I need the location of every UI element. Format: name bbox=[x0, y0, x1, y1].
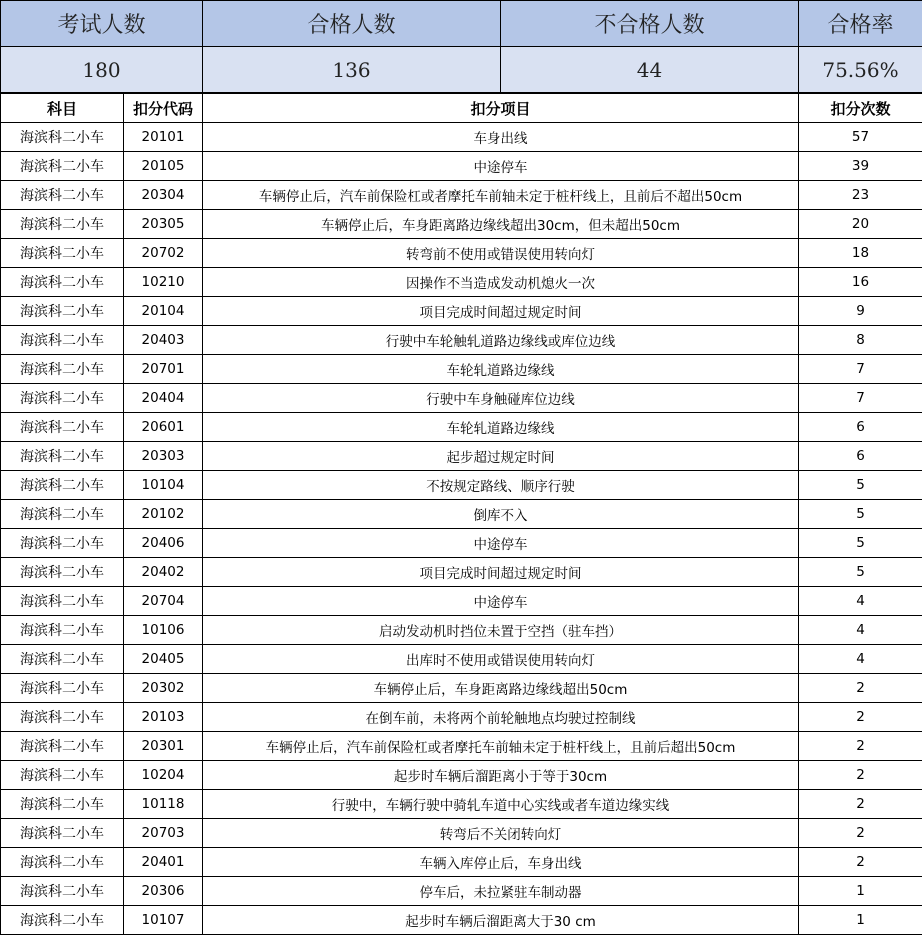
cell-code: 20702 bbox=[124, 239, 203, 268]
cell-subject: 海滨科二小车 bbox=[1, 297, 124, 326]
summary-header-fail-count: 不合格人数 bbox=[501, 1, 799, 47]
cell-item: 车辆入库停止后，车身出线 bbox=[203, 848, 799, 877]
cell-code: 20403 bbox=[124, 326, 203, 355]
cell-count: 5 bbox=[799, 500, 922, 529]
cell-code: 20303 bbox=[124, 442, 203, 471]
cell-item: 不按规定路线、顺序行驶 bbox=[203, 471, 799, 500]
cell-item: 起步时车辆后溜距离大于30 cm bbox=[203, 906, 799, 935]
cell-item: 倒库不入 bbox=[203, 500, 799, 529]
cell-subject: 海滨科二小车 bbox=[1, 500, 124, 529]
cell-count: 1 bbox=[799, 906, 922, 935]
column-header-subject: 科目 bbox=[1, 94, 124, 123]
column-header-item: 扣分项目 bbox=[203, 94, 799, 123]
deduction-table bbox=[0, 93, 922, 935]
cell-code: 20105 bbox=[124, 152, 203, 181]
table-row bbox=[1, 558, 922, 587]
cell-count: 4 bbox=[799, 645, 922, 674]
cell-count: 2 bbox=[799, 703, 922, 732]
summary-header-row bbox=[1, 1, 922, 47]
cell-subject: 海滨科二小车 bbox=[1, 906, 124, 935]
cell-count: 6 bbox=[799, 442, 922, 471]
cell-code: 10204 bbox=[124, 761, 203, 790]
cell-code: 20703 bbox=[124, 819, 203, 848]
table-row bbox=[1, 268, 922, 297]
cell-count: 2 bbox=[799, 732, 922, 761]
cell-subject: 海滨科二小车 bbox=[1, 326, 124, 355]
cell-count: 8 bbox=[799, 326, 922, 355]
cell-code: 20405 bbox=[124, 645, 203, 674]
summary-header-exam-count: 考试人数 bbox=[1, 1, 203, 47]
cell-item: 行驶中，车辆行驶中骑轧车道中心实线或者车道边缘实线 bbox=[203, 790, 799, 819]
cell-subject: 海滨科二小车 bbox=[1, 471, 124, 500]
cell-count: 6 bbox=[799, 413, 922, 442]
summary-value-pass-count: 136 bbox=[203, 47, 501, 93]
cell-subject: 海滨科二小车 bbox=[1, 152, 124, 181]
column-header-count: 扣分次数 bbox=[799, 94, 922, 123]
table-row bbox=[1, 326, 922, 355]
cell-count: 5 bbox=[799, 529, 922, 558]
cell-count: 9 bbox=[799, 297, 922, 326]
cell-code: 20104 bbox=[124, 297, 203, 326]
deduction-table-body bbox=[1, 123, 922, 935]
table-row bbox=[1, 471, 922, 500]
summary-value-row bbox=[1, 47, 922, 93]
cell-subject: 海滨科二小车 bbox=[1, 761, 124, 790]
cell-code: 20402 bbox=[124, 558, 203, 587]
table-row bbox=[1, 413, 922, 442]
cell-item: 因操作不当造成发动机熄火一次 bbox=[203, 268, 799, 297]
cell-subject: 海滨科二小车 bbox=[1, 384, 124, 413]
cell-item: 在倒车前，未将两个前轮触地点均驶过控制线 bbox=[203, 703, 799, 732]
cell-subject: 海滨科二小车 bbox=[1, 703, 124, 732]
cell-subject: 海滨科二小车 bbox=[1, 645, 124, 674]
summary-value-pass-rate: 75.56% bbox=[799, 47, 922, 93]
cell-subject: 海滨科二小车 bbox=[1, 674, 124, 703]
summary-value-exam-count: 180 bbox=[1, 47, 203, 93]
cell-subject: 海滨科二小车 bbox=[1, 442, 124, 471]
cell-code: 20401 bbox=[124, 848, 203, 877]
cell-count: 2 bbox=[799, 761, 922, 790]
table-row bbox=[1, 587, 922, 616]
table-row bbox=[1, 877, 922, 906]
cell-item: 车轮轧道路边缘线 bbox=[203, 355, 799, 384]
cell-subject: 海滨科二小车 bbox=[1, 877, 124, 906]
cell-subject: 海滨科二小车 bbox=[1, 239, 124, 268]
table-row bbox=[1, 297, 922, 326]
cell-item: 车辆停止后，汽车前保险杠或者摩托车前轴未定于桩杆线上，且前后超出50cm bbox=[203, 732, 799, 761]
cell-item: 行驶中车身触碰库位边线 bbox=[203, 384, 799, 413]
table-row bbox=[1, 355, 922, 384]
table-row bbox=[1, 645, 922, 674]
cell-count: 5 bbox=[799, 558, 922, 587]
cell-item: 起步超过规定时间 bbox=[203, 442, 799, 471]
cell-item: 中途停车 bbox=[203, 587, 799, 616]
table-row bbox=[1, 848, 922, 877]
cell-count: 2 bbox=[799, 790, 922, 819]
cell-item: 中途停车 bbox=[203, 152, 799, 181]
cell-item: 转弯后不关闭转向灯 bbox=[203, 819, 799, 848]
cell-code: 10106 bbox=[124, 616, 203, 645]
cell-count: 2 bbox=[799, 848, 922, 877]
cell-count: 1 bbox=[799, 877, 922, 906]
cell-code: 20306 bbox=[124, 877, 203, 906]
cell-code: 10118 bbox=[124, 790, 203, 819]
cell-count: 18 bbox=[799, 239, 922, 268]
cell-subject: 海滨科二小车 bbox=[1, 819, 124, 848]
cell-count: 16 bbox=[799, 268, 922, 297]
table-row bbox=[1, 181, 922, 210]
cell-code: 10104 bbox=[124, 471, 203, 500]
table-row bbox=[1, 152, 922, 181]
table-row bbox=[1, 703, 922, 732]
cell-subject: 海滨科二小车 bbox=[1, 413, 124, 442]
cell-count: 7 bbox=[799, 384, 922, 413]
cell-item: 转弯前不使用或错误使用转向灯 bbox=[203, 239, 799, 268]
table-row bbox=[1, 732, 922, 761]
cell-count: 2 bbox=[799, 819, 922, 848]
table-row bbox=[1, 819, 922, 848]
cell-code: 20704 bbox=[124, 587, 203, 616]
table-row bbox=[1, 239, 922, 268]
cell-item: 车辆停止后，汽车前保险杠或者摩托车前轴未定于桩杆线上，且前后不超出50cm bbox=[203, 181, 799, 210]
cell-item: 车辆停止后，车身距离路边缘线超出30cm，但未超出50cm bbox=[203, 210, 799, 239]
cell-item: 停车后，未拉紧驻车制动器 bbox=[203, 877, 799, 906]
cell-item: 车辆停止后，车身距离路边缘线超出50cm bbox=[203, 674, 799, 703]
cell-code: 20406 bbox=[124, 529, 203, 558]
cell-count: 2 bbox=[799, 674, 922, 703]
cell-item: 车轮轧道路边缘线 bbox=[203, 413, 799, 442]
cell-count: 39 bbox=[799, 152, 922, 181]
cell-item: 项目完成时间超过规定时间 bbox=[203, 297, 799, 326]
cell-code: 20404 bbox=[124, 384, 203, 413]
cell-subject: 海滨科二小车 bbox=[1, 616, 124, 645]
table-row bbox=[1, 529, 922, 558]
table-row bbox=[1, 500, 922, 529]
cell-subject: 海滨科二小车 bbox=[1, 529, 124, 558]
cell-code: 20701 bbox=[124, 355, 203, 384]
cell-item: 项目完成时间超过规定时间 bbox=[203, 558, 799, 587]
cell-count: 4 bbox=[799, 587, 922, 616]
table-row bbox=[1, 384, 922, 413]
cell-item: 启动发动机时挡位未置于空挡（驻车挡） bbox=[203, 616, 799, 645]
cell-subject: 海滨科二小车 bbox=[1, 123, 124, 152]
cell-subject: 海滨科二小车 bbox=[1, 848, 124, 877]
cell-code: 20102 bbox=[124, 500, 203, 529]
summary-header-pass-count: 合格人数 bbox=[203, 1, 501, 47]
cell-code: 20601 bbox=[124, 413, 203, 442]
cell-code: 20103 bbox=[124, 703, 203, 732]
cell-subject: 海滨科二小车 bbox=[1, 558, 124, 587]
cell-code: 10210 bbox=[124, 268, 203, 297]
cell-subject: 海滨科二小车 bbox=[1, 210, 124, 239]
cell-code: 20101 bbox=[124, 123, 203, 152]
cell-subject: 海滨科二小车 bbox=[1, 268, 124, 297]
cell-item: 起步时车辆后溜距离小于等于30cm bbox=[203, 761, 799, 790]
cell-count: 23 bbox=[799, 181, 922, 210]
summary-table bbox=[0, 0, 922, 93]
table-row bbox=[1, 442, 922, 471]
deduction-table-header bbox=[1, 94, 922, 123]
cell-count: 5 bbox=[799, 471, 922, 500]
cell-code: 20302 bbox=[124, 674, 203, 703]
cell-code: 20304 bbox=[124, 181, 203, 210]
cell-item: 出库时不使用或错误使用转向灯 bbox=[203, 645, 799, 674]
cell-subject: 海滨科二小车 bbox=[1, 732, 124, 761]
table-row bbox=[1, 761, 922, 790]
cell-subject: 海滨科二小车 bbox=[1, 587, 124, 616]
cell-count: 4 bbox=[799, 616, 922, 645]
cell-item: 车身出线 bbox=[203, 123, 799, 152]
cell-count: 7 bbox=[799, 355, 922, 384]
cell-count: 57 bbox=[799, 123, 922, 152]
cell-subject: 海滨科二小车 bbox=[1, 181, 124, 210]
cell-code: 20301 bbox=[124, 732, 203, 761]
table-row bbox=[1, 616, 922, 645]
cell-item: 行驶中车轮触轧道路边缘线或库位边线 bbox=[203, 326, 799, 355]
table-row bbox=[1, 210, 922, 239]
cell-code: 10107 bbox=[124, 906, 203, 935]
table-row bbox=[1, 123, 922, 152]
cell-subject: 海滨科二小车 bbox=[1, 790, 124, 819]
cell-code: 20305 bbox=[124, 210, 203, 239]
summary-value-fail-count: 44 bbox=[501, 47, 799, 93]
cell-item: 中途停车 bbox=[203, 529, 799, 558]
table-row bbox=[1, 674, 922, 703]
table-row bbox=[1, 906, 922, 935]
column-header-code: 扣分代码 bbox=[124, 94, 203, 123]
cell-count: 20 bbox=[799, 210, 922, 239]
cell-subject: 海滨科二小车 bbox=[1, 355, 124, 384]
table-row bbox=[1, 790, 922, 819]
summary-header-pass-rate: 合格率 bbox=[799, 1, 922, 47]
